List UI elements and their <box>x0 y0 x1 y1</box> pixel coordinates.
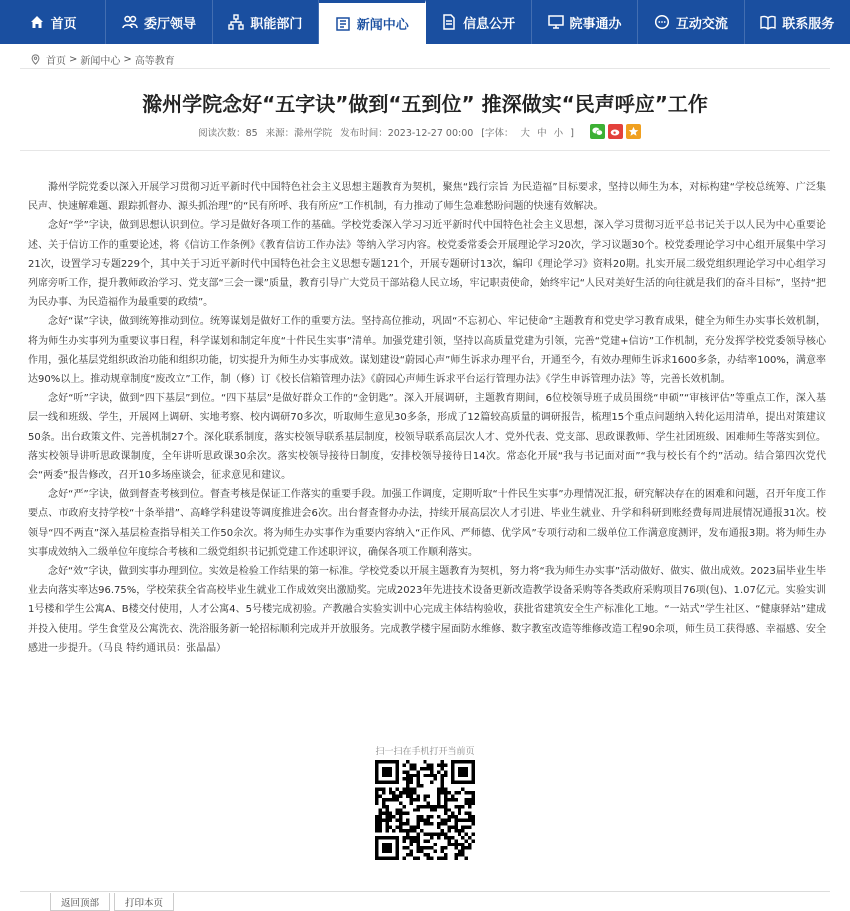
nav-item-info-public[interactable] <box>426 0 532 44</box>
nav-item-departments[interactable] <box>213 0 319 44</box>
article-source: 来源：滁州学院 <box>265 127 333 139</box>
article-meta <box>0 124 850 139</box>
people-icon <box>122 14 138 30</box>
divider <box>20 150 830 151</box>
nav-label: 院事通办 <box>569 16 622 32</box>
divider <box>20 891 830 892</box>
breadcrumb <box>30 52 175 67</box>
article-paragraph: 念好“严”字诀，做到督查考核到位。督查考核是保证工作落实的重要手段。加强工作调度，定期听取“十件民生实事”办理情况汇报，研究解决存在的困难和问题，召开年度工作要点、市政府支持学校“十条举措”、高峰学科建设等调度推进会6次。出台督查督办办法，持续开展高层次人才引进、毕业生就业、升学和科研到账经费每周进展情况通报31次。校领导“四不两直”深入基层检查指导相关工作50余次。将为师生办实事作为重要内容纳入“正作风、严师德、优学风”专项行动和二级单位工作满意度测评，发布通报3期。将为师生办实事成效纳入二级单位年度综合考核和二级党组织书记抓党建工作述职评议，确保各项工作顺利落实。 <box>28 489 826 558</box>
breadcrumb-higher-education[interactable]: 高等教育 <box>134 56 175 67</box>
book-icon <box>760 14 776 30</box>
article-paragraph: 滁州学院党委以深入开展学习贯彻习近平新时代中国特色社会主义思想主题教育为契机，聚焦“践行宗旨 为民造福”目标要求，坚持以师生为本，对标构建“学校总统筹、广泛集民声、快速解难题、跟踪抓督办、源头抓治理”的“民有所呼、我有所应”工作机制，有力推动了师生急难愁盼问题的快速有效解决。 <box>28 182 826 213</box>
nav-label: 首页 <box>50 16 77 32</box>
article-title: 滁州学院念好“五字诀”做到“五到位” 推深做实“民声呼应”工作 <box>142 92 708 116</box>
home-icon <box>29 14 45 30</box>
nav-label: 信息公开 <box>463 16 516 32</box>
nav-item-contact[interactable] <box>745 0 850 44</box>
monitor-icon <box>548 14 564 30</box>
breadcrumb-home[interactable]: 首页 <box>46 56 66 67</box>
view-count: 阅读次数：85 <box>198 127 258 139</box>
article-paragraph: 念好“学”字诀，做到思想认识到位。学习是做好各项工作的基础。学校党委深入学习习近平新时代中国特色社会主义思想，深入学习贯彻习近平总书记关于以人民为中心重要论述、关于信访工作的重要论述，将《信访工作条例》《教育信访工作办法》等纳入学习内容。校党委常委会开展理论学习20次，学习议题30个。校党委理论学习中心组开展集中学习21次，设置学习专题229个，其中关于习近平新时代中国特色社会主义思想专题121个，开展专题研讨13次，编印《理论学习》资料20期。扎实开展二级党组织理论学习中心组学习列席旁听工作，提升教师政治学习、党支部“三会一课”质量，教育引导广大党员干部站稳人民立场，牢记职责使命，始终牢记“人民对美好生活的向往就是我们的奋斗目标”，坚持“把为民办事、为民造福作为最重要的政绩”。 <box>28 220 826 309</box>
nav-item-interaction[interactable] <box>638 0 744 44</box>
favorite-star-icon[interactable] <box>626 124 641 139</box>
org-icon <box>228 14 244 30</box>
back-to-top-button[interactable]: 返回顶部 <box>50 893 110 911</box>
article-paragraph: 念好“谋”字诀，做到统筹推动到位。统筹谋划是做好工作的重要方法。坚持高位推动，巩固“不忘初心、牢记使命”主题教育和党史学习教育成果，健全为师生办实事长效机制，将为师生办实事列为重要议事日程，科学谋划和制定年度“十件民生实事”清单。加强党建引领，坚持以高质量党建为引领，完善“党建+信访”工作机制，充分发挥学校党委领导核心作用，强化基层党组织政治功能和组织功能，切实提升为师生办实事成效。谋划建设“蔚园心声”师生诉求办理平台，开通至今，有效办理师生诉求1600多条，办结率100%，满意率达90%以上。推动规章制度“废改立”工作，制（修）订《校长信箱管理办法》《蔚园心声师生诉求平台运行管理办法》《学生申诉管理办法》等，完善长效机制。 <box>28 316 826 386</box>
document-icon <box>441 14 457 30</box>
font-size-medium[interactable]: 中 <box>537 127 547 139</box>
breadcrumb-news[interactable]: 新闻中心 <box>80 56 121 67</box>
nav-label: 职能部门 <box>250 16 303 32</box>
print-page-button[interactable]: 打印本页 <box>114 893 174 911</box>
wechat-share-icon[interactable] <box>590 124 605 139</box>
breadcrumb-separator: > <box>69 54 78 65</box>
nav-item-leaders[interactable] <box>106 0 212 44</box>
font-size-label: [字体： <box>481 127 514 139</box>
nav-label: 联系服务 <box>782 16 835 32</box>
font-size-large[interactable]: 大 <box>520 127 531 139</box>
share-buttons <box>590 124 644 139</box>
divider <box>20 68 830 69</box>
font-size-end: ] <box>570 127 574 139</box>
qr-caption: 扫一扫在手机打开当前页 <box>375 747 475 757</box>
font-size-small[interactable]: 小 <box>553 127 564 139</box>
article-paragraph: 念好“效”字诀，做到实事办理到位。实效是检验工作结果的第一标准。学校党委以开展主题教育为契机，努力将“我为师生办实事”活动做好、做实、做出成效。2023届毕业生毕业去向落实率达96.75%，学校荣获全省高校毕业生就业工作成效突出激励奖。完成2023年先进技术设备更新改造教学设备采购等各类政府采购项目76项(包)、1.07亿元。实验实训1号楼和学生公寓A、B楼交付使用，人才公寓4、5号楼完成初验。产教融合实验实训中心完成主体结构验收，获批省建筑安全生产标准化工地。“一站式”学生社区、“健康驿站”建成并投入使用。学生食堂及公寓洗衣、洗浴服务新一轮招标顺利完成并开放服务。完成教学楼宇屋面防水维修、数字教室改造等维修改造工程90余项，师生员工获得感、幸福感、安全感进一步提升。（马良 特约通讯员：张晶晶） <box>28 566 826 654</box>
publish-time: 发布时间：2023-12-27 00:00 <box>340 127 474 139</box>
main-nav <box>0 0 850 44</box>
nav-item-home[interactable] <box>0 0 106 44</box>
location-pin-icon <box>30 54 41 65</box>
nav-item-news[interactable] <box>319 0 425 44</box>
qr-code <box>375 760 475 860</box>
breadcrumb-separator: > <box>123 54 132 65</box>
nav-label: 委厅领导 <box>144 16 197 32</box>
nav-label: 新闻中心 <box>356 18 409 33</box>
article-paragraph: 念好“听”字诀，做到“四下基层”到位。“四下基层”是做好群众工作的“金钥匙”。深入开展调研，主题教育期间，6位校领导班子成员围绕“申硕”“审核评估”等重点工作，深入基层一线和班级、学生，开展网上调研、实地考察、校内调研70多次，听取师生意见30多条，形成了12篇较高质量的调研报告，梳理15个重点问题纳入转化运用清单，提出对策建议50条。出台政策文件、完善机制27个。深化联系制度，落实校领导联系基层制度，校领导联系高层次人才、党外代表、党支部、思政课教师、学生社团班级、困难师生等落实到位。落实校领导讲听思政课制度，全年讲听思政课30余次。落实校领导接待日制度，安排校领导接待日14次。常态化开展“我与书记面对面”“我与校长有个约”活动。结合第四次党代会“两委”报告修改，召开10多场座谈会，征求意见和建议。 <box>28 393 826 482</box>
nav-label: 互动交流 <box>675 16 728 32</box>
article-body <box>28 178 826 658</box>
chat-icon <box>654 14 670 30</box>
news-icon <box>335 16 351 32</box>
weibo-share-icon[interactable] <box>608 124 623 139</box>
font-size-control <box>481 125 578 139</box>
nav-item-services[interactable] <box>532 0 638 44</box>
